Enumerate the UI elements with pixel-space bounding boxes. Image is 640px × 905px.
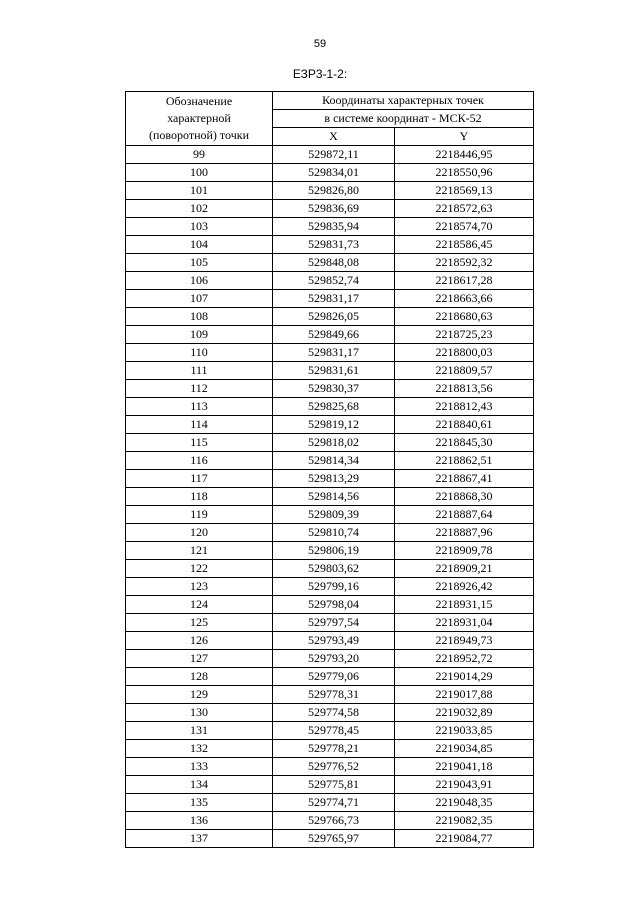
- cell-x: 529814,56: [273, 488, 395, 506]
- coordinates-table: [125, 91, 534, 848]
- table-row: [126, 362, 534, 380]
- table-row: [126, 164, 534, 182]
- table-row: [126, 758, 534, 776]
- header-point-designation: [126, 92, 273, 146]
- cell-point: 133: [126, 758, 273, 776]
- cell-y: 2218680,63: [395, 308, 534, 326]
- cell-y: 2218845,30: [395, 434, 534, 452]
- cell-point: 137: [126, 830, 273, 848]
- table-row: [126, 470, 534, 488]
- cell-y: 2218868,30: [395, 488, 534, 506]
- cell-x: 529819,12: [273, 416, 395, 434]
- cell-point: 114: [126, 416, 273, 434]
- cell-x: 529831,73: [273, 236, 395, 254]
- cell-point: 112: [126, 380, 273, 398]
- cell-y: 2218725,23: [395, 326, 534, 344]
- table-row: [126, 308, 534, 326]
- cell-y: 2218931,04: [395, 614, 534, 632]
- cell-y: 2218550,96: [395, 164, 534, 182]
- header-x: X: [273, 128, 395, 146]
- cell-x: 529797,54: [273, 614, 395, 632]
- cell-point: 111: [126, 362, 273, 380]
- table-row: [126, 650, 534, 668]
- table-body: [126, 146, 534, 848]
- cell-point: 124: [126, 596, 273, 614]
- cell-y: 2218574,70: [395, 218, 534, 236]
- cell-x: 529848,08: [273, 254, 395, 272]
- cell-y: 2218586,45: [395, 236, 534, 254]
- cell-y: 2218663,66: [395, 290, 534, 308]
- cell-x: 529799,16: [273, 578, 395, 596]
- table-row: [126, 290, 534, 308]
- cell-y: 2218926,42: [395, 578, 534, 596]
- table-row: [126, 182, 534, 200]
- cell-point: 116: [126, 452, 273, 470]
- cell-x: 529778,31: [273, 686, 395, 704]
- table-row: [126, 686, 534, 704]
- cell-y: 2219032,89: [395, 704, 534, 722]
- cell-y: 2218812,43: [395, 398, 534, 416]
- header-point-line2: характерной: [167, 111, 231, 125]
- cell-point: 102: [126, 200, 273, 218]
- table-row: [126, 254, 534, 272]
- table-row: [126, 578, 534, 596]
- cell-y: 2218840,61: [395, 416, 534, 434]
- cell-point: 103: [126, 218, 273, 236]
- cell-point: 118: [126, 488, 273, 506]
- cell-x: 529831,17: [273, 344, 395, 362]
- cell-x: 529810,74: [273, 524, 395, 542]
- table-row: [126, 704, 534, 722]
- cell-y: 2218952,72: [395, 650, 534, 668]
- table-row: [126, 794, 534, 812]
- cell-x: 529803,62: [273, 560, 395, 578]
- cell-x: 529836,69: [273, 200, 395, 218]
- table-row: [126, 434, 534, 452]
- cell-y: 2218800,03: [395, 344, 534, 362]
- cell-point: 104: [126, 236, 273, 254]
- table-row: [126, 344, 534, 362]
- table-row: [126, 398, 534, 416]
- cell-point: 128: [126, 668, 273, 686]
- cell-point: 129: [126, 686, 273, 704]
- cell-point: 109: [126, 326, 273, 344]
- cell-y: 2218592,32: [395, 254, 534, 272]
- cell-y: 2218887,96: [395, 524, 534, 542]
- header-coordinates-line2: в системе координат - МСК-52: [273, 110, 534, 128]
- cell-x: 529798,04: [273, 596, 395, 614]
- cell-x: 529793,49: [273, 632, 395, 650]
- table-row: [126, 326, 534, 344]
- table-row: [126, 272, 534, 290]
- cell-y: 2219048,35: [395, 794, 534, 812]
- cell-point: 99: [126, 146, 273, 164]
- table-row: [126, 236, 534, 254]
- cell-x: 529835,94: [273, 218, 395, 236]
- cell-y: 2218446,95: [395, 146, 534, 164]
- table-row: [126, 380, 534, 398]
- cell-x: 529775,81: [273, 776, 395, 794]
- table-row: [126, 812, 534, 830]
- cell-point: 131: [126, 722, 273, 740]
- table-row: [126, 560, 534, 578]
- cell-point: 101: [126, 182, 273, 200]
- cell-y: 2218572,63: [395, 200, 534, 218]
- cell-point: 123: [126, 578, 273, 596]
- table-row: [126, 416, 534, 434]
- cell-y: 2219043,91: [395, 776, 534, 794]
- cell-x: 529776,52: [273, 758, 395, 776]
- cell-point: 125: [126, 614, 273, 632]
- cell-point: 130: [126, 704, 273, 722]
- cell-point: 107: [126, 290, 273, 308]
- cell-y: 2219014,29: [395, 668, 534, 686]
- table-row: [126, 506, 534, 524]
- cell-x: 529830,37: [273, 380, 395, 398]
- table-row: [126, 218, 534, 236]
- cell-point: 115: [126, 434, 273, 452]
- cell-x: 529813,29: [273, 470, 395, 488]
- header-y: Y: [395, 128, 534, 146]
- cell-x: 529765,97: [273, 830, 395, 848]
- cell-point: 122: [126, 560, 273, 578]
- page-number: 59: [313, 38, 327, 50]
- table-header: [126, 92, 534, 146]
- cell-y: 2218809,57: [395, 362, 534, 380]
- table-row: [126, 488, 534, 506]
- table-row: [126, 740, 534, 758]
- table-row: [126, 614, 534, 632]
- cell-y: 2218909,21: [395, 560, 534, 578]
- cell-point: 117: [126, 470, 273, 488]
- cell-x: 529849,66: [273, 326, 395, 344]
- cell-point: 108: [126, 308, 273, 326]
- cell-x: 529806,19: [273, 542, 395, 560]
- cell-point: 134: [126, 776, 273, 794]
- cell-point: 135: [126, 794, 273, 812]
- header-point-line3: (поворотной) точки: [149, 128, 249, 142]
- table-row: [126, 830, 534, 848]
- cell-y: 2218569,13: [395, 182, 534, 200]
- cell-y: 2219041,18: [395, 758, 534, 776]
- cell-point: 136: [126, 812, 273, 830]
- cell-x: 529834,01: [273, 164, 395, 182]
- cell-x: 529872,11: [273, 146, 395, 164]
- cell-x: 529779,06: [273, 668, 395, 686]
- table-row: [126, 146, 534, 164]
- cell-x: 529831,61: [273, 362, 395, 380]
- table-row: [126, 542, 534, 560]
- cell-point: 120: [126, 524, 273, 542]
- cell-y: 2219034,85: [395, 740, 534, 758]
- cell-point: 100: [126, 164, 273, 182]
- cell-x: 529826,05: [273, 308, 395, 326]
- table-row: [126, 452, 534, 470]
- cell-point: 127: [126, 650, 273, 668]
- cell-x: 529818,02: [273, 434, 395, 452]
- table-row: [126, 722, 534, 740]
- cell-x: 529831,17: [273, 290, 395, 308]
- table-row: [126, 524, 534, 542]
- cell-point: 132: [126, 740, 273, 758]
- header-coordinates-line1: Координаты характерных точек: [273, 92, 534, 110]
- table-row: [126, 668, 534, 686]
- cell-x: 529778,45: [273, 722, 395, 740]
- cell-point: 113: [126, 398, 273, 416]
- cell-point: 105: [126, 254, 273, 272]
- cell-y: 2219033,85: [395, 722, 534, 740]
- cell-x: 529825,68: [273, 398, 395, 416]
- cell-x: 529814,34: [273, 452, 395, 470]
- table-row: [126, 200, 534, 218]
- cell-x: 529793,20: [273, 650, 395, 668]
- cell-y: 2218931,15: [395, 596, 534, 614]
- cell-y: 2219017,88: [395, 686, 534, 704]
- cell-point: 126: [126, 632, 273, 650]
- table-row: [126, 776, 534, 794]
- cell-x: 529809,39: [273, 506, 395, 524]
- cell-x: 529774,58: [273, 704, 395, 722]
- cell-x: 529778,21: [273, 740, 395, 758]
- table-row: [126, 632, 534, 650]
- cell-y: 2218949,73: [395, 632, 534, 650]
- cell-x: 529852,74: [273, 272, 395, 290]
- cell-y: 2218867,41: [395, 470, 534, 488]
- header-point-line1: Обозначение: [165, 94, 233, 108]
- table-row: [126, 596, 534, 614]
- cell-point: 110: [126, 344, 273, 362]
- cell-y: 2218909,78: [395, 542, 534, 560]
- cell-point: 121: [126, 542, 273, 560]
- cell-y: 2219084,77: [395, 830, 534, 848]
- cell-y: 2218813,56: [395, 380, 534, 398]
- cell-x: 529826,80: [273, 182, 395, 200]
- cell-y: 2219082,35: [395, 812, 534, 830]
- cell-point: 119: [126, 506, 273, 524]
- cell-x: 529774,71: [273, 794, 395, 812]
- table-caption: ЕЗР3-1-2:: [292, 67, 348, 81]
- cell-y: 2218887,64: [395, 506, 534, 524]
- cell-y: 2218862,51: [395, 452, 534, 470]
- cell-x: 529766,73: [273, 812, 395, 830]
- cell-point: 106: [126, 272, 273, 290]
- cell-y: 2218617,28: [395, 272, 534, 290]
